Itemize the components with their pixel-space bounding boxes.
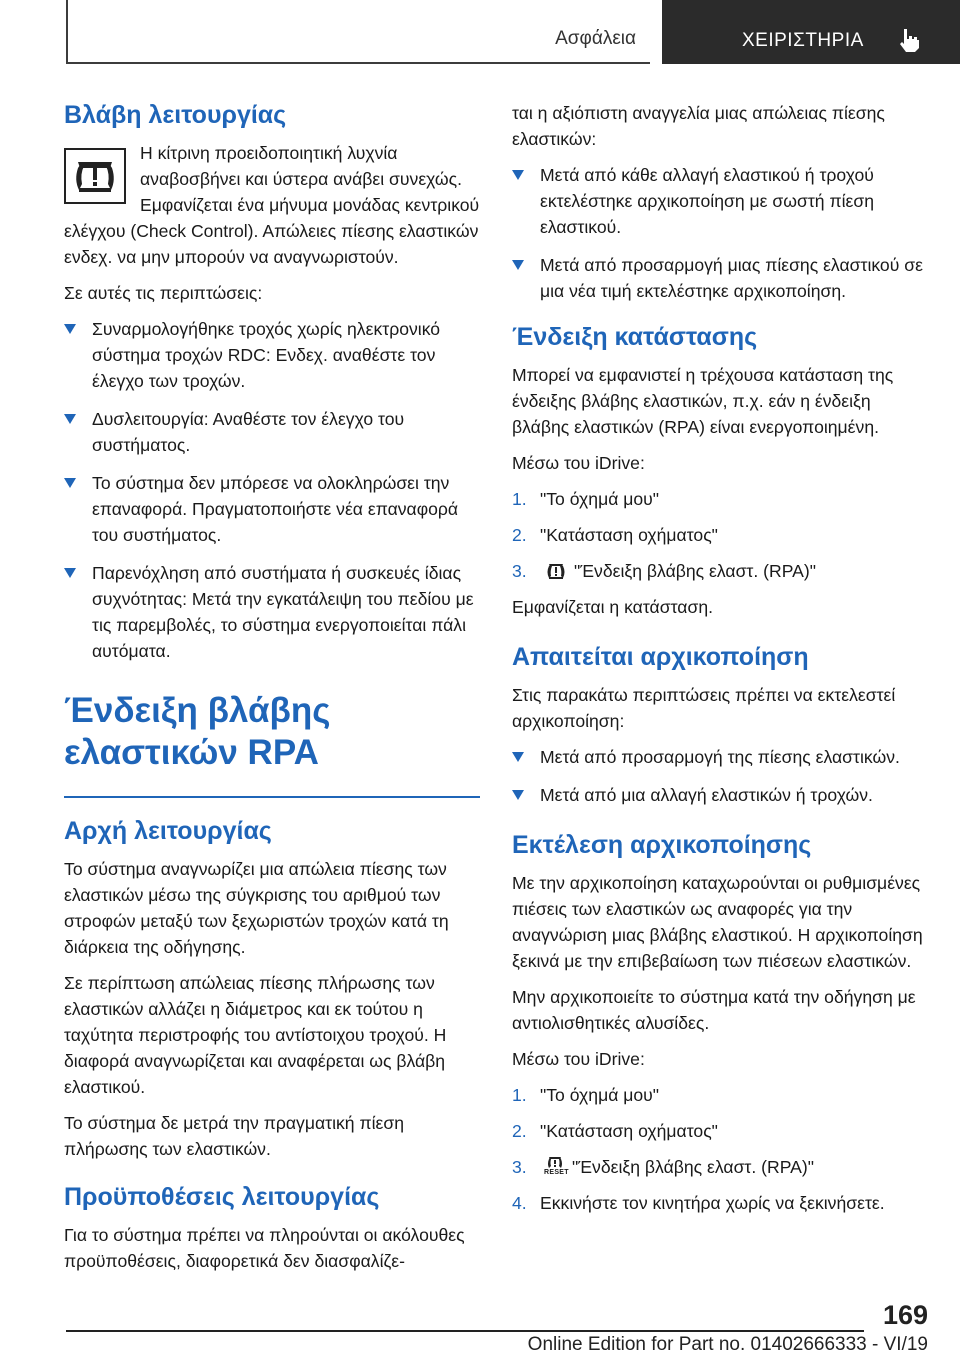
paragraph-principle-3: Το σύστημα δε μετρά την πραγματική πίεση πλήρωσης των ελαστικών. bbox=[64, 1112, 404, 1159]
header-section-title: Ασφάλεια bbox=[555, 28, 636, 49]
paragraph-cases: Σε αυτές τις περιπτώσεις: bbox=[64, 283, 263, 303]
list-item: 3. "Ένδειξη βλάβης ελαστ. (RPA)" bbox=[512, 558, 928, 584]
heading-principle: Αρχή λειτουργίας bbox=[64, 816, 272, 845]
right-column bbox=[512, 100, 928, 1226]
reset-icon: RESET bbox=[544, 1156, 566, 1180]
triangle-bullet-icon bbox=[512, 260, 524, 270]
header-chapter-tab[interactable] bbox=[662, 0, 960, 64]
heading-status-display: Ένδειξη κατάστασης bbox=[512, 323, 758, 351]
list-item: Δυσλειτουργία: Αναθέστε τον έλεγχο του συστήματος. bbox=[64, 406, 480, 458]
hand-pointer-icon bbox=[895, 26, 923, 54]
heading-init-execution: Εκτέλεση αρχικοποίησης bbox=[512, 831, 812, 859]
list-item: Το σύστημα δεν μπόρεσε να ολοκληρώσει την επαναφορά. Πραγματοποιήστε νέα επαναφορά του συστήματος. bbox=[64, 470, 480, 548]
paragraph-status-shown: Εμφανίζεται η κατάσταση. bbox=[512, 597, 713, 617]
list-item: Μετά από προσαρμογή της πίεσης ελαστικών. bbox=[512, 744, 928, 770]
header-bottom-rule bbox=[66, 62, 650, 64]
page-number: 169 bbox=[882, 1300, 928, 1330]
list-item: Μετά από μια αλλαγή ελαστικών ή τροχών. bbox=[512, 782, 928, 808]
triangle-bullet-icon bbox=[64, 568, 76, 578]
list-item: 4. Εκκινήστε τον κινητήρα χωρίς να ξεκινήσετε. bbox=[512, 1193, 885, 1214]
paragraph-init-execution-1: Με την αρχικοποίηση καταχωρούνται οι ρυθμισμένες πιέσεις των ελαστικών ως αναφορές για την αναγνώριση μιας βλάβης ελαστικού. Η αρχικοποίηση ξεκινά με την επιβεβαίωση των πιέσεων ελαστικών. bbox=[512, 873, 923, 971]
bullet-list-cases bbox=[64, 316, 480, 664]
triangle-bullet-icon bbox=[512, 752, 524, 762]
triangle-bullet-icon bbox=[512, 170, 524, 180]
list-item: Παρενόχληση από συστήματα ή συσκευές ίδιας συχνότητας: Μετά την εγκατάλειψη του πεδίου με τις παρεμβολές, το σύστημα ενεργοποιείται πάλι αυτόματα. bbox=[64, 560, 480, 664]
heading-init-required: Απαιτείται αρχικοποίηση bbox=[512, 643, 809, 671]
paragraph-principle-1: Το σύστημα αναγνωρίζει μια απώλεια πίεσης των ελαστικών μέσω της σύγκρισης του αριθμού των στροφών μεταξύ των ξεχωριστών τροχών κατά τη διάρκεια της οδήγησης. bbox=[64, 858, 449, 957]
paragraph-continued: ται η αξιόπιστη αναγγελία μιας απώλειας πίεσης ελαστικών: bbox=[512, 103, 885, 149]
list-item: Μετά από κάθε αλλαγή ελαστικού ή τροχού εκτελέστηκε αρχικοποίηση με σωστή πίεση ελαστικού. bbox=[512, 162, 928, 240]
triangle-bullet-icon bbox=[64, 324, 76, 334]
paragraph-init-execution-2: Μην αρχικοποιείτε το σύστημα κατά την οδήγηση με αντιολισθητικές αλυσίδες. bbox=[512, 987, 916, 1033]
left-column bbox=[64, 100, 480, 1284]
list-item: 2. "Κατάσταση οχήματος" bbox=[512, 525, 718, 545]
bullet-list-init-required bbox=[512, 744, 928, 808]
paragraph-prerequisites: Για το σύστημα πρέπει να πληρούνται οι ακόλουθες προϋποθέσεις, διαφορετικά δεν διασφαλίζε- bbox=[64, 1224, 465, 1271]
tire-pressure-warning-icon bbox=[64, 148, 126, 204]
triangle-bullet-icon bbox=[64, 478, 76, 488]
heading-rpa: Ένδειξη βλάβης ελαστικών RPA bbox=[64, 691, 331, 772]
tire-pressure-icon bbox=[544, 561, 568, 583]
triangle-bullet-icon bbox=[512, 790, 524, 800]
paragraph-function-status: Η κίτρινη προειδοποιητική λυχνία αναβοσβήνει και ύστερα ανάβει συνεχώς. Εμφανίζεται ένα μήνυμα μονάδας κεντρικού ελέγχου (Check Control). Απώλειες πίεσης ελαστικών ενδεχ. να μην μπορούν να αναγνωριστούν. bbox=[64, 143, 480, 267]
list-item: Μετά από προσαρμογή μιας πίεσης ελαστικού σε μια νέα τιμή εκτελέστηκε αρχικοποίηση. bbox=[512, 252, 928, 304]
list-item: 1. "Το όχημά μου" bbox=[512, 489, 660, 509]
steps-init bbox=[512, 1082, 928, 1216]
header-chapter-label: ΧΕΙΡΙΣΤΗΡΙΑ bbox=[742, 30, 864, 51]
heading-rule bbox=[64, 796, 480, 798]
steps-status bbox=[512, 486, 928, 584]
list-item: 1. "Το όχημά μου" bbox=[512, 1085, 660, 1105]
paragraph-principle-2: Σε περίπτωση απώλειας πίεσης πλήρωσης των ελαστικών αλλάζει η διάμετρος και εκ τούτου η ταχύτητα περιστροφής του αντίστοιχου τροχού. Η διαφορά αναγνωρίζεται και αναφέρεται ως βλάβη ελαστικού. bbox=[64, 972, 447, 1097]
paragraph-via-idrive-1: Μέσω του iDrive: bbox=[512, 453, 645, 473]
paragraph-via-idrive-2: Μέσω του iDrive: bbox=[512, 1049, 645, 1069]
heading-function-status: Βλάβη λειτουργίας bbox=[64, 101, 287, 129]
triangle-bullet-icon bbox=[64, 414, 76, 424]
heading-prerequisites: Προϋποθέσεις λειτουργίας bbox=[64, 1182, 380, 1211]
header-left-rule bbox=[66, 0, 68, 64]
paragraph-status-display: Μπορεί να εμφανιστεί η τρέχουσα κατάσταση της ένδειξης βλάβης ελαστικών, π.χ. εάν η ένδειξη βλάβης ελαστικών (RPA) είναι ενεργοποιημένη. bbox=[512, 365, 894, 437]
bullet-list-reliability bbox=[512, 162, 928, 304]
footer-rule bbox=[66, 1330, 864, 1332]
list-item: 3. RESET "Ένδειξη βλάβης ελαστ. (RPA)" bbox=[512, 1154, 928, 1180]
list-item: 2. "Κατάσταση οχήματος" bbox=[512, 1121, 718, 1141]
paragraph-init-required: Στις παρακάτω περιπτώσεις πρέπει να εκτελεστεί αρχικοποίηση: bbox=[512, 685, 896, 731]
footer-edition: Online Edition for Part no. 01402666333 - VI/19 bbox=[527, 1334, 928, 1355]
list-item: Συναρμολογήθηκε τροχός χωρίς ηλεκτρονικό σύστημα τροχών RDC: Ενδεχ. αναθέστε τον έλεγχο των τροχών. bbox=[64, 316, 480, 394]
